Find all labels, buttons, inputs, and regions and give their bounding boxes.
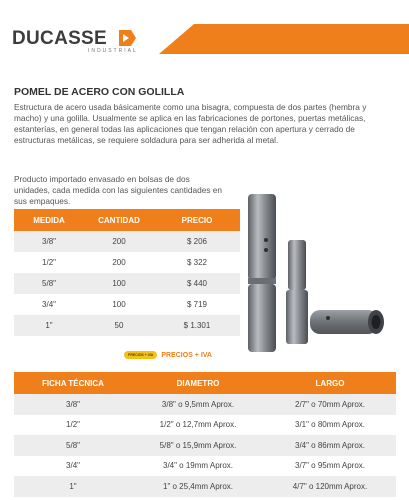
table-row — [14, 294, 240, 315]
tax-note — [124, 351, 212, 359]
cell-medida: 3/4" — [42, 300, 56, 309]
cell-cantidad: 100 — [112, 300, 126, 309]
cell-cantidad: 200 — [112, 258, 126, 267]
brand-logo-icon — [116, 28, 138, 48]
cell-medida: 1/2" — [42, 258, 56, 267]
brand-subtitle: INDUSTRIAL — [88, 48, 138, 54]
cell-diametro: 5/8" o 15,9mm Aprox. — [159, 440, 237, 450]
cell-largo: 3/7" o 95mm Aprox. — [295, 461, 365, 471]
price-table — [14, 209, 240, 336]
cell-ficha: 3/4" — [66, 461, 80, 471]
header — [0, 22, 409, 56]
product-photo — [236, 188, 396, 356]
header-diametro: DIAMETRO — [176, 378, 220, 388]
cell-cantidad: 50 — [114, 321, 124, 330]
cell-ficha: 1/2" — [66, 420, 80, 430]
table-row — [14, 476, 396, 497]
price-table-body — [14, 231, 240, 336]
table-row — [14, 415, 396, 436]
cell-cantidad: 100 — [112, 279, 126, 288]
cell-precio: $ 719 — [186, 300, 208, 309]
spec-table — [14, 372, 396, 497]
table-row — [14, 435, 396, 456]
spec-table-body — [14, 394, 396, 497]
spec-table-header — [14, 372, 396, 394]
table-row — [14, 231, 240, 252]
cell-diametro: 3/4" o 19mm Aprox. — [163, 461, 233, 471]
product-title: POMEL DE ACERO CON GOLILLA — [14, 86, 185, 98]
cell-ficha: 3/8" — [66, 399, 80, 409]
cell-largo: 4/7" o 120mm Aprox. — [292, 481, 368, 491]
cell-largo: 3/1" o 80mm Aprox. — [295, 420, 365, 430]
header-accent-bar — [159, 24, 409, 54]
packaging-note: Producto importado envasado en bolsas de dos unidades, cada medida con las siguientes cantidades en sus empaques. — [14, 174, 223, 206]
cell-medida: 1" — [45, 321, 53, 330]
header-ficha-tecnica: FICHA TÉCNICA — [42, 378, 104, 388]
table-row — [14, 315, 240, 336]
cell-ficha: 5/8" — [66, 440, 80, 450]
tax-badge: PRECIOS + IVA — [124, 351, 157, 359]
header-largo: LARGO — [315, 378, 345, 388]
table-row — [14, 394, 396, 415]
table-row — [14, 273, 240, 294]
cell-diametro: 3/8" o 9,5mm Aprox. — [161, 399, 235, 409]
cell-medida: 5/8" — [42, 279, 56, 288]
brand-name: DUCASSE — [12, 28, 108, 49]
header-cantidad: CANTIDAD — [98, 215, 140, 225]
header-medida: MEDIDA — [33, 215, 65, 225]
cell-cantidad: 200 — [112, 237, 126, 246]
cell-diametro: 1" o 25,4mm Aprox. — [163, 481, 233, 491]
product-description: Estructura de acero usada básicamente como una bisagra, compuesta de dos partes (hembra y macho) y una golilla. Usualmente se aplica en las fabricaciones de portones, puertas metálicas, estanterías, en general todas las aplicaciones que tengan relación con apertura y cerrado de estructuras metálicas, se requiere soldadura para ser adherida al metal. — [14, 102, 367, 145]
cell-precio: $ 206 — [186, 237, 208, 246]
price-table-header — [14, 209, 240, 231]
table-row — [14, 456, 396, 477]
header-precio: PRECIO — [181, 215, 213, 225]
cell-largo: 2/7" o 70mm Aprox. — [295, 399, 365, 409]
cell-precio: $ 440 — [186, 279, 208, 288]
table-row — [14, 252, 240, 273]
steel-hinge-pins-illustration — [236, 188, 396, 356]
cell-largo: 3/4" o 86mm Aprox. — [295, 440, 365, 450]
cell-precio: $ 1.301 — [183, 321, 211, 330]
cell-diametro: 1/2" o 12,7mm Aprox. — [159, 420, 237, 430]
cell-medida: 3/8" — [42, 237, 56, 246]
tax-text: PRECIOS + IVA — [161, 351, 212, 359]
cell-ficha: 1" — [69, 481, 77, 491]
cell-precio: $ 322 — [186, 258, 208, 267]
